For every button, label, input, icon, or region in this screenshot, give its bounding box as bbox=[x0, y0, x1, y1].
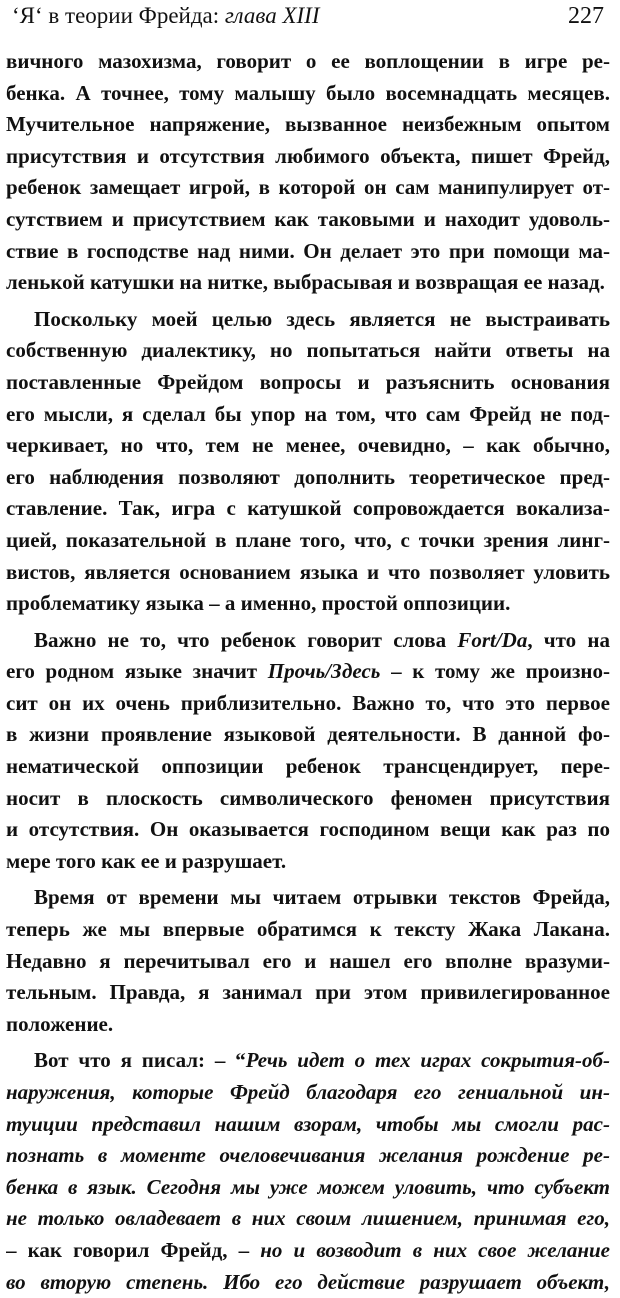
text-line bbox=[6, 430, 610, 462]
text-line bbox=[6, 304, 610, 336]
text-line bbox=[6, 1203, 610, 1235]
paragraph bbox=[6, 882, 610, 1040]
text-run: в жизни проявление языковой деятельности. В данной фо- bbox=[6, 722, 610, 747]
text-line bbox=[6, 1235, 610, 1267]
text-line bbox=[6, 588, 610, 620]
text-line bbox=[6, 1009, 610, 1041]
text-line bbox=[6, 1172, 610, 1204]
italic-text: познать в моменте очеловечивания желания рождение ре- bbox=[6, 1143, 610, 1168]
italic-text: наружения, которые Фрейд благодаря его гениальной ин- bbox=[6, 1080, 610, 1104]
text-run: черкивает, но что, тем не менее, очевидно, – как обычно, bbox=[6, 433, 610, 458]
text-line bbox=[6, 914, 610, 946]
italic-text: Прочь/Здесь bbox=[267, 659, 381, 684]
text-line bbox=[6, 1077, 610, 1109]
text-line bbox=[6, 882, 610, 914]
text-line bbox=[6, 625, 610, 657]
page-number: 227 bbox=[568, 3, 604, 29]
text-run: проблематику языка – а именно, простой оппозиции. bbox=[6, 591, 511, 616]
text-line bbox=[6, 462, 610, 494]
text-line bbox=[6, 109, 610, 141]
text-run: ленькой катушки на нитке, выбрасывая и возвращая ее назад. bbox=[6, 270, 605, 295]
text-run: носит в плоскость символического феномен присутствия bbox=[6, 785, 610, 810]
italic-text: туиции представил нашим взорам, чтобы мы смогли рас- bbox=[6, 1111, 610, 1136]
text-line bbox=[6, 399, 610, 431]
text-run: ставление. Так, игра с катушкой сопровождается вокализа- bbox=[6, 496, 610, 521]
text-line bbox=[6, 719, 610, 751]
italic-text: Речь идет о тех играх сокрытия-об- bbox=[245, 1048, 610, 1073]
text-line bbox=[6, 1109, 610, 1141]
text-run: его мысли, я сделал бы упор на том, что сам Фрейд не под- bbox=[6, 401, 610, 426]
text-line bbox=[6, 946, 610, 978]
chapter-title bbox=[12, 2, 319, 30]
body-text bbox=[6, 46, 610, 1298]
text-run: его наблюдения позволяют дополнить теоретическое пред- bbox=[6, 464, 610, 489]
text-line bbox=[6, 688, 610, 720]
text-run: Недавно я перечитывал его и нашел его вполне вразуми- bbox=[6, 948, 610, 973]
text-run: ребенок замещает игрой, в которой он сам манипулирует от- bbox=[6, 175, 610, 200]
paragraph bbox=[6, 625, 610, 878]
text-run: бенка. А точнее, тому малышу было восемнадцать месяцев. bbox=[6, 80, 610, 105]
text-run: собственную диалектику, но попытаться найти ответы на bbox=[6, 338, 610, 363]
text-run: – как говорил Фрейд, – bbox=[6, 1237, 261, 1262]
text-run: поставленные Фрейдом вопросы и разъяснить основания bbox=[6, 369, 610, 394]
text-run: и отсутствия. Он оказывается господином вещи как раз по bbox=[6, 817, 610, 842]
text-line bbox=[6, 236, 610, 268]
text-run: – к тому же произно- bbox=[380, 659, 610, 684]
italic-text: бенка в язык. Сегодня мы уже можем уловить, что субъект bbox=[6, 1174, 610, 1199]
text-run: Важно не то, что ребенок говорит слова bbox=[34, 627, 458, 652]
running-head bbox=[12, 2, 604, 36]
text-line bbox=[6, 204, 610, 236]
text-run: Поскольку моей целью здесь является не выстраивать bbox=[34, 306, 610, 331]
text-line bbox=[6, 1140, 610, 1172]
text-line bbox=[6, 814, 610, 846]
text-line bbox=[6, 557, 610, 589]
text-line bbox=[6, 1267, 610, 1298]
italic-text: но и возводит в них свое желание bbox=[260, 1237, 610, 1262]
text-run: присутствия и отсутствия любимого объекта, пишет Фрейд, bbox=[6, 143, 610, 168]
text-run: ствие в господстве над ними. Он делает это при помощи ма- bbox=[6, 238, 610, 263]
text-line bbox=[6, 172, 610, 204]
text-line bbox=[6, 525, 610, 557]
text-line bbox=[6, 656, 610, 688]
text-run: сутствием и присутствием как таковыми и находит удоволь- bbox=[6, 206, 610, 231]
text-line bbox=[6, 751, 610, 783]
text-line bbox=[6, 141, 610, 173]
text-line bbox=[6, 977, 610, 1009]
text-line bbox=[6, 783, 610, 815]
text-run: нематической оппозиции ребенок трансцендирует, пере- bbox=[6, 754, 610, 779]
text-run: цией, показательной в плане того, что, с точки зрения линг- bbox=[6, 527, 610, 552]
paragraph bbox=[6, 46, 610, 299]
chapter-title-italic: глава XIII bbox=[224, 3, 320, 28]
italic-text: во вторую степень. Ибо его действие разрушает объект, bbox=[6, 1269, 610, 1294]
text-line bbox=[6, 335, 610, 367]
text-run: его родном языке значит bbox=[6, 659, 268, 684]
chapter-title-main: ‘Я‘ в теории Фрейда: bbox=[12, 3, 225, 28]
text-line bbox=[6, 267, 610, 299]
text-run: Вот что я писал: – “ bbox=[34, 1048, 246, 1073]
text-run: теперь же мы впервые обратимся к тексту Жака Лакана. bbox=[6, 917, 610, 942]
text-run: Время от времени мы читаем отрывки текстов Фрейда, bbox=[34, 885, 610, 910]
text-line bbox=[6, 493, 610, 525]
italic-text: не только овладевает в них своим лишением, принимая его, bbox=[6, 1206, 610, 1231]
text-run: вистов, является основанием языка и что позволяет уловить bbox=[6, 559, 610, 584]
text-run: тельным. Правда, я занимал при этом привилегированное bbox=[6, 980, 610, 1005]
paragraph bbox=[6, 1045, 610, 1298]
text-line bbox=[6, 46, 610, 78]
text-run: , что на bbox=[527, 627, 610, 652]
text-run: положение. bbox=[6, 1011, 114, 1036]
text-line bbox=[6, 78, 610, 110]
italic-text: Fort/Da bbox=[457, 627, 528, 652]
text-run: мере того как ее и разрушает. bbox=[6, 848, 287, 873]
text-line bbox=[6, 846, 610, 878]
text-run: вичного мазохизма, говорит о ее воплощении в игре ре- bbox=[6, 49, 610, 73]
text-run: сит он их очень приблизительно. Важно то, что это первое bbox=[6, 690, 610, 715]
text-line bbox=[6, 1045, 610, 1077]
text-run: Мучительное напряжение, вызванное неизбежным опытом bbox=[6, 112, 610, 137]
paragraph bbox=[6, 304, 610, 620]
text-line bbox=[6, 367, 610, 399]
